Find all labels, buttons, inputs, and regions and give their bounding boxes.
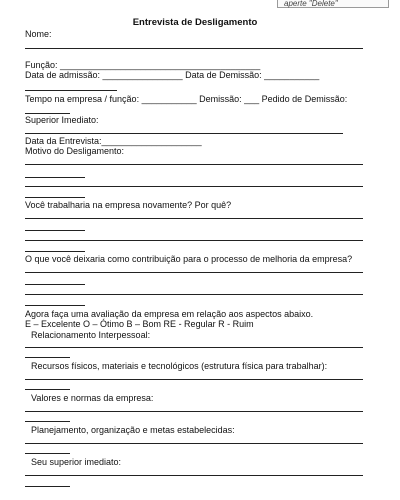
answer-line: [25, 421, 70, 422]
answer-line: [25, 305, 85, 306]
answer-line: [25, 240, 363, 241]
answer-line: [25, 272, 363, 273]
answer-line: [25, 294, 363, 295]
answer-line: [25, 177, 85, 178]
label-motivo: Motivo do Desligamento:: [25, 146, 125, 156]
answer-line: [25, 475, 363, 476]
delete-hint-box: aperte "Delete": [277, 0, 389, 8]
line-short: [25, 113, 70, 114]
label-superior: Superior Imediato:: [25, 115, 99, 125]
question-2: O que você deixaria como contribuição para o processo de melhoria da empresa?: [25, 254, 353, 264]
evaluation-scale: E – Excelente O – Ótimo B – Bom RE - Regular R - Ruim: [25, 319, 254, 329]
label-admissao-demissao: Data de admissão: ________________ Data de Demissão: ___________: [25, 70, 320, 80]
evaluation-item: Planejamento, organização e metas estabelecidas:: [31, 425, 235, 435]
answer-line: [25, 379, 363, 380]
evaluation-item: Relacionamento Interpessoal:: [31, 330, 151, 340]
answer-line: [25, 164, 363, 165]
answer-line: [25, 453, 70, 454]
evaluation-item: Valores e normas da empresa:: [31, 393, 154, 403]
label-data-entrevista: Data da Entrevista:____________________: [25, 136, 202, 146]
label-nome: Nome:: [25, 29, 52, 39]
evaluation-intro: Agora faça uma avaliação da empresa em relação aos aspectos abaixo.: [25, 309, 314, 319]
answer-line: [25, 284, 85, 285]
answer-line: [25, 486, 70, 487]
question-1: Você trabalharia na empresa novamente? Por quê?: [25, 200, 232, 210]
evaluation-item: Seu superior imediato:: [31, 457, 122, 467]
answer-line: [25, 411, 363, 412]
evaluation-item: Recursos físicos, materiais e tecnológicos (estrutura física para trabalhar):: [31, 361, 328, 371]
line-superior: [25, 133, 343, 134]
answer-line: [25, 218, 363, 219]
answer-line: [25, 357, 70, 358]
answer-line: [25, 389, 70, 390]
answer-line: [25, 251, 85, 252]
page-title: Entrevista de Desligamento: [132, 17, 258, 28]
line-short: [25, 90, 117, 91]
label-tempo-empresa: Tempo na empresa / função: ___________ Demissão: ___ Pedido de Demissão:: [25, 94, 348, 104]
answer-line: [25, 186, 363, 187]
answer-line: [25, 197, 85, 198]
answer-line: [25, 443, 363, 444]
label-funcao: Função: ________________________________________: [25, 60, 261, 70]
line-nome: [25, 48, 363, 49]
answer-line: [25, 230, 85, 231]
answer-line: [25, 347, 363, 348]
